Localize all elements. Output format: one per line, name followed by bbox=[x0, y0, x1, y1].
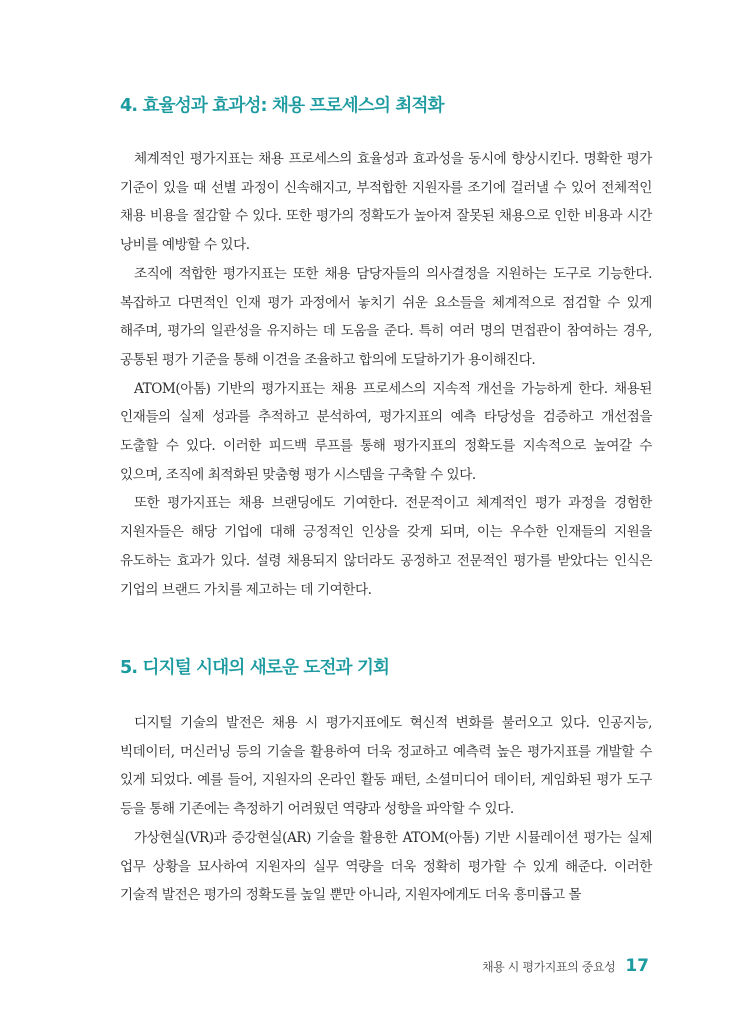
section-efficiency bbox=[120, 93, 652, 604]
section-digital bbox=[120, 655, 652, 910]
paragraph: 또한 평가지표는 채용 브랜딩에도 기여한다. 전문적이고 체계적인 평가 과정을 경험한 지원자들은 해당 기업에 대해 긍정적인 인상을 갖게 되며, 이는 우수한 인재들의 지원을 유도하는 효과가 있다. 설령 채용되지 않더라도 공정하고 전문적인 평가를 받았다는 인식은 기업의 브랜드 가치를 제고하는 데 기여한다. bbox=[120, 495, 652, 598]
paragraph: 디지털 기술의 발전은 채용 시 평가지표에도 혁신적 변화를 불러오고 있다. 인공지능, 빅데이터, 머신러닝 등의 기술을 활용하여 더욱 정교하고 예측력 높은 평가지표를 개발할 수 있게 되었다. 예를 들어, 지원자의 온라인 활동 패턴, 소셜미디어 데이터, 게임화된 평가 도구 등을 통해 기존에는 측정하기 어려웠던 역량과 성향을 파악할 수 있다. bbox=[120, 715, 652, 818]
paragraph: ATOM(아톰) 기반의 평가지표는 채용 프로세스의 지속적 개선을 가능하게 한다. 채용된 인재들의 실제 성과를 추적하고 분석하여, 평가지표의 예측 타당성을 검증하고 개선점을 도출할 수 있다. 이러한 피드백 루프를 통해 평가지표의 정확도를 지속적으로 높여갈 수 있으며, 조직에 최적화된 맞춤형 평가 시스템을 구축할 수 있다. bbox=[120, 380, 652, 483]
paragraph: 체계적인 평가지표는 채용 프로세스의 효율성과 효과성을 동시에 향상시킨다. 명확한 평가 기준이 있을 때 선별 과정이 신속해지고, 부적합한 지원자를 조기에 걸러낼 수 있어 전체적인 채용 비용을 절감할 수 있다. 또한 평가의 정확도가 높아져 잘못된 채용으로 인한 비용과 시간 낭비를 예방할 수 있다. bbox=[120, 151, 652, 254]
section-heading: 4. 효율성과 효과성: 채용 프로세스의 최적화 bbox=[120, 96, 444, 116]
page-number: 17 bbox=[625, 956, 649, 976]
running-title: 채용 시 평가지표의 중요성 bbox=[481, 960, 616, 974]
paragraph: 조직에 적합한 평가지표는 또한 채용 담당자들의 의사결정을 지원하는 도구로 기능한다. 복잡하고 다면적인 인재 평가 과정에서 놓치기 쉬운 요소들을 체계적으로 점검할 수 있게 해주며, 평가의 일관성을 유지하는 데 도움을 준다. 특히 여러 명의 면접관이 참여하는 경우, 공통된 평가 기준을 통해 이견을 조율하고 합의에 도달하기가 용이해진다. bbox=[120, 265, 652, 368]
section-body bbox=[120, 145, 652, 604]
section-body bbox=[120, 709, 652, 910]
paragraph: 가상현실(VR)과 증강현실(AR) 기술을 활용한 ATOM(아톰) 기반 시뮬레이션 평가는 실제 업무 상황을 묘사하여 지원자의 실무 역량을 더욱 정확히 평가할 수 있게 해준다. 이러한 기술적 발전은 평가의 정확도를 높일 뿐만 아니라, 지원자에게도 더욱 흥미롭고 몰 bbox=[120, 829, 652, 904]
section-heading: 5. 디지털 시대의 새로운 도전과 기회 bbox=[120, 658, 390, 678]
page-footer bbox=[482, 956, 649, 976]
